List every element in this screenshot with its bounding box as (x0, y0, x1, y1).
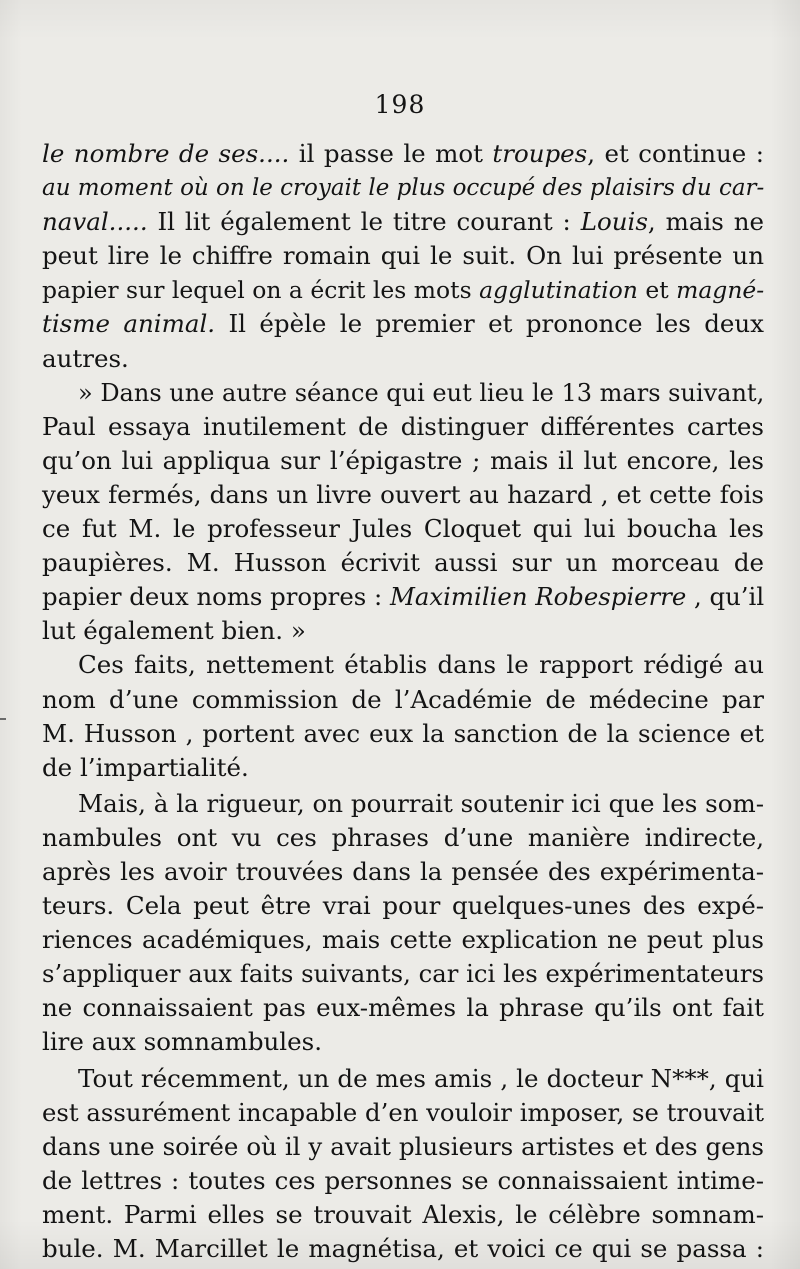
text-line (42, 648, 764, 682)
text-line (42, 889, 764, 923)
text-run: lire aux somnambules. (42, 1027, 322, 1057)
text-line (42, 342, 764, 376)
text-run: et (637, 276, 677, 305)
text-run: Mais, à la rigueur, on pourrait soutenir ici que les som- (78, 788, 764, 818)
text-run: qu’on lui appliqua sur l’épigastre ; mais il lut encore, les (42, 445, 764, 475)
text-line (42, 1130, 764, 1164)
italic-text: magné- (676, 276, 765, 305)
text-line (42, 410, 764, 444)
italic-text: Maximilien Robespierre (389, 582, 687, 612)
text-run: peut lire le chiffre romain qui le suit. On lui présente un (42, 241, 764, 271)
text-run: , et continue : (587, 139, 764, 168)
text-run: bule. M. Marcillet le magnétisa, et voici ce qui se passa : (42, 1234, 764, 1263)
page-number: 198 (374, 90, 426, 119)
text-run: M. Husson , portent avec eux la sanction de la science et (42, 718, 764, 748)
text-line (42, 205, 764, 239)
text-line (42, 683, 764, 717)
text-run: il passe le mot (289, 139, 493, 168)
text-run: » Dans une autre séance qui eut lieu le 13 mars suivant, (78, 378, 765, 407)
text-line (42, 751, 764, 785)
text-line (42, 855, 764, 889)
text-run: est assurément incapable d’en vouloir imposer, se trouvait (42, 1097, 764, 1127)
text-run: après les avoir trouvées dans la pensée des expérimenta- (42, 856, 764, 886)
text-line (42, 1232, 764, 1266)
text-line (42, 1198, 764, 1232)
margin-mark (0, 718, 6, 720)
text-line (42, 1062, 764, 1096)
text-line (42, 444, 764, 478)
text-line (42, 717, 764, 751)
text-run: de lettres : toutes ces personnes se connaissaient intime- (42, 1165, 764, 1195)
text-run: lut également bien. » (42, 616, 306, 646)
italic-text: Louis (580, 207, 648, 237)
text-line (42, 478, 764, 512)
text-line (42, 923, 764, 957)
text-line (42, 1164, 764, 1198)
text-line (42, 171, 764, 205)
text-run: ne connaissaient pas eux-mêmes la phrase qu’ils ont fait (42, 993, 764, 1023)
text-run: autres. (42, 343, 129, 373)
text-run: de l’impartialité. (42, 752, 249, 782)
italic-text: tisme animal. (42, 309, 216, 339)
text-line (42, 1096, 764, 1130)
text-run: papier sur lequel on a écrit les mots (42, 276, 480, 305)
text-run: ment. Parmi elles se trouvait Alexis, le célèbre somnam- (42, 1199, 764, 1229)
text-run: yeux fermés, dans un livre ouvert au hazard , et cette fois (42, 479, 764, 509)
body-text (42, 137, 764, 1266)
text-run: nom d’une commission de l’Académie de médecine par (42, 684, 764, 714)
text-line (42, 512, 764, 546)
text-line (42, 239, 764, 273)
text-run: teurs. Cela peut être vrai pour quelques-unes des expé- (42, 891, 764, 921)
text-run: s’appliquer aux faits suivants, car ici les expérimentateurs (42, 959, 764, 989)
text-run: papier deux noms propres : (42, 582, 390, 612)
text-line (42, 137, 764, 171)
text-run: Tout récemment, un de mes amis , le docteur N***, qui (78, 1063, 764, 1093)
text-run: nambules ont vu ces phrases d’une manière indirecte, (42, 822, 764, 852)
text-line (42, 580, 764, 614)
text-run: Il épèle le premier et prononce les deux (215, 309, 764, 339)
text-line (42, 376, 764, 410)
text-line (42, 957, 764, 991)
text-line (42, 614, 764, 648)
italic-text: le nombre de ses.... (42, 139, 290, 168)
italic-text: troupes (492, 139, 588, 168)
text-line (42, 273, 764, 307)
text-run: dans une soirée où il y avait plusieurs artistes et des gens (42, 1131, 764, 1161)
text-run: Il lit également le titre courant : (147, 207, 581, 237)
text-line (42, 546, 764, 580)
text-line (42, 991, 764, 1025)
text-run: paupières. M. Husson écrivit aussi sur un morceau de (42, 548, 764, 578)
text-line (42, 1025, 764, 1059)
text-run: , mais ne (647, 207, 764, 237)
text-line (42, 787, 764, 821)
text-line (42, 821, 764, 855)
text-run: , qu’il (686, 582, 765, 612)
italic-text: au moment où on le croyait le plus occupé des plaisirs du car- (42, 175, 765, 202)
text-run: ce fut M. le professeur Jules Cloquet qui lui boucha les (42, 514, 764, 544)
text-line (42, 307, 764, 341)
text-run: Ces faits, nettement établis dans le rapport rédigé au (78, 650, 764, 680)
italic-text: agglutination (479, 276, 638, 305)
text-run: Paul essaya inutilement de distinguer différentes cartes (42, 411, 764, 441)
text-run: riences académiques, mais cette explication ne peut plus (42, 925, 764, 955)
italic-text: naval..... (42, 207, 148, 237)
